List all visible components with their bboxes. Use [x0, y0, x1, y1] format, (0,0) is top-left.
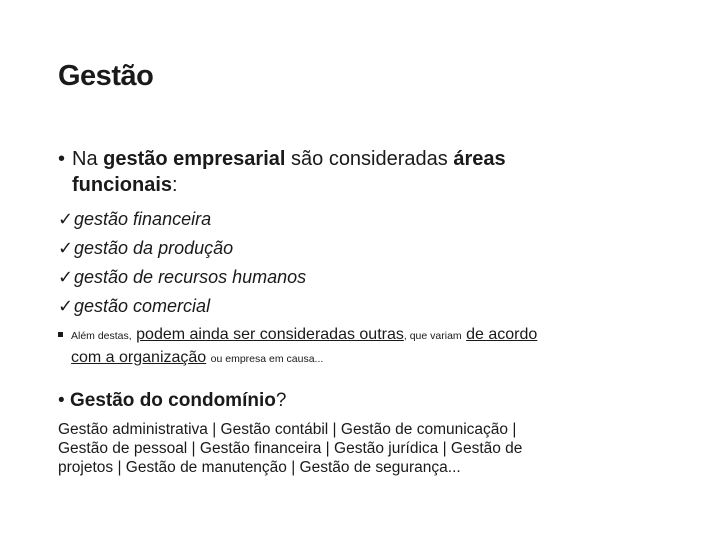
slide-title: Gestão — [58, 60, 154, 92]
bullet-gestao-condominio — [58, 389, 286, 413]
list-item — [58, 234, 306, 263]
note-underlined-3: com a organização — [71, 349, 207, 366]
areas-line-1: Gestão administrativa | Gestão contábil | Gestão de comunicação | — [58, 421, 517, 438]
condominium-areas-text — [58, 420, 658, 477]
note-text-1: Além destas, — [71, 330, 132, 342]
list-item-label: gestão comercial — [74, 296, 211, 316]
bullet2-rest: ? — [275, 390, 287, 411]
bullet1-bold-3: funcionais — [72, 174, 173, 196]
list-item-label: gestão financeira — [74, 209, 212, 229]
check-icon: ✓ — [58, 209, 74, 229]
square-bullet-icon — [58, 332, 63, 337]
note-underlined-1: podem ainda ser consideradas outras — [136, 326, 404, 343]
note-text-2: , que variam — [403, 330, 462, 342]
list-item — [58, 292, 306, 321]
bullet-marker: • — [58, 390, 65, 411]
bullet1-bold-2: áreas — [453, 148, 506, 170]
note-underlined-2: de acordo — [466, 326, 538, 343]
bullet1-bold-1: gestão empresarial — [103, 148, 286, 170]
check-icon: ✓ — [58, 267, 74, 287]
bullet2-bold: Gestão do condomínio — [70, 390, 276, 411]
functional-areas-list — [58, 205, 306, 321]
bullet1-text-2: são consideradas — [285, 148, 454, 170]
bullet-gestao-empresarial — [58, 146, 658, 198]
note-text-3: ou empresa em causa... — [210, 353, 324, 365]
list-item — [58, 263, 306, 292]
list-item-label: gestão da produção — [74, 238, 234, 258]
check-icon: ✓ — [58, 296, 74, 316]
list-item — [58, 205, 306, 234]
bullet-marker: • — [58, 148, 66, 170]
check-icon: ✓ — [58, 238, 74, 258]
bullet1-text-3: : — [172, 174, 178, 196]
areas-line-3: projetos | Gestão de manutenção | Gestão de segurança... — [58, 459, 461, 476]
areas-line-2: Gestão de pessoal | Gestão financeira | Gestão jurídica | Gestão de — [58, 440, 523, 457]
bullet1-text-1: Na — [72, 148, 104, 170]
note-other-areas — [58, 324, 648, 370]
list-item-label: gestão de recursos humanos — [74, 267, 307, 287]
